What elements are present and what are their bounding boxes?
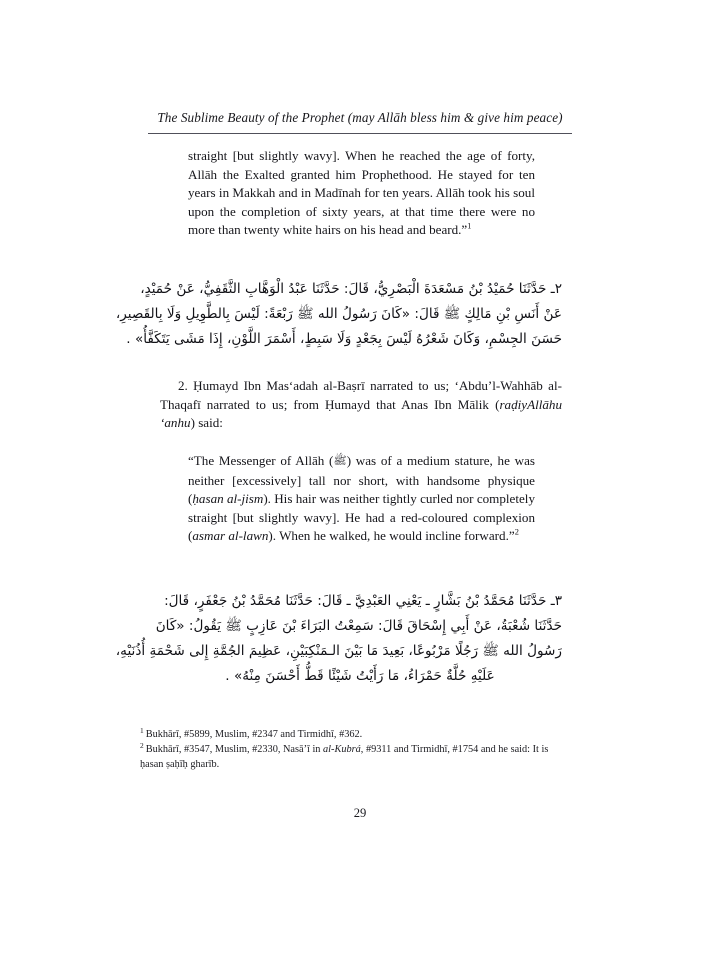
footnote-ref-1[interactable]: 1: [467, 222, 472, 232]
translation-part: ). When he walked, he would incline forward.”: [268, 528, 515, 544]
continued-quotation-text: straight [but slightly wavy]. When he reached the age of forty, Allāh the Exalted granted him Prophethood. He stayed for ten years in Makkah and in Madīnah for ten years. Allāh took his soul upon the completion of sixty years, at that time there were no more than twenty white hairs on his head and beard.”: [188, 148, 535, 238]
footnote-item: [140, 727, 572, 742]
translation-quotation-2: [188, 452, 535, 546]
footnote-marker: 2: [140, 740, 144, 750]
arabic-line: ٣ـ حَدَّثَنَا مُحَمَّدُ بْنُ بَشَّارٍ ـ يَعْنِي العَبْدِيَّ ـ قَالَ: حَدَّثَنَا مُحَمَّدُ بْنُ جَعْفَرٍ، قَالَ:: [164, 593, 562, 609]
transliteration-term: asmar al-lawn: [192, 528, 269, 544]
footnote-marker: 1: [140, 725, 144, 735]
footnote-text: Bukhārī, #5899, Muslim, #2347 and Tirmidhī, #362.: [145, 729, 363, 740]
running-header: The Sublime Beauty of the Prophet (may Allāh bless him & give him peace): [157, 110, 563, 125]
isnad-text: 2. Ḥumayd Ibn Mas‘adah al-Baṣrī narrated to us; ‘Abdu’l-Wahhāb al-Thaqafī narrated to us; from Ḥumayd that Anas Ibn Mālik (: [160, 378, 562, 412]
header-rule: [148, 133, 572, 134]
arabic-line: حَسَنَ الجِسْمِ، وَكَانَ شَعْرُهُ لَيْسَ بِجَعْدٍ وَلَا سَبِطٍ، أَسْمَرَ اللَّوْنِ، إِذَا مَشَى يَتَكَفَّأُ» .: [126, 331, 562, 347]
isnad-tail: ) said:: [190, 415, 223, 431]
isnad-honorific: raḍiyAllāhu ‘anhu: [160, 396, 562, 431]
footnote-ref-2[interactable]: 2: [514, 528, 519, 538]
salawat-icon: ﷺ: [333, 455, 347, 467]
arabic-line: ٢ـ حَدَّثَنَا حُمَيْدُ بْنُ مَسْعَدَةَ الْبَصْرِيُّ، قَالَ: حَدَّثَنَا عَبْدُ الْوَهَّابِ الثَّقَفِيُّ، عَنْ حُمَيْدٍ،: [140, 281, 562, 297]
translation-part: ). His hair was neither tightly curled nor completely straight [but slightly wavy]. He had a red-coloured complexion (: [188, 491, 535, 544]
page-number: 29: [353, 806, 367, 820]
arabic-hadith-2: [115, 277, 562, 352]
translation-part: “The Messenger of Allāh (: [188, 453, 334, 468]
footnote-text: , #9311 and Tirmidhī, #1754 and he said: It is ḥasan ṣaḥīḥ gharīb.: [140, 744, 549, 771]
arabic-line: رَسُولُ الله ﷺ رَجُلًا مَرْبُوعًا، بَعِيدَ مَا بَيْنَ الـمَنْكِبَيْنِ، عَظِيمَ الجُمَّةِ إِلى شَحْمَةِ أُذُنَيْهِ،: [115, 643, 562, 659]
footnote-source-title: al-Kubrá: [323, 744, 361, 756]
arabic-line: عَنْ أَنَسِ بْنِ مَالِكٍ ﷺ قَالَ: «كَانَ رَسُولُ الله ﷺ رَبْعَةً: لَيْسَ بِالطَّوِيلِ وَلَا بِالقَصِيرِ،: [115, 306, 562, 322]
continued-quotation: [188, 147, 535, 240]
footnote-item: [140, 742, 572, 772]
arabic-line: عَلَيْهِ حُلَّةٌ حَمْرَاءُ، مَا رَأَيْتُ شَيْئًا قَطُّ أَحْسَنَ مِنْهُ» .: [225, 668, 495, 684]
translation-part: ) was of a medium stature, he was neither [excessively] tall nor short, with handsome physique (: [188, 453, 535, 507]
arabic-line: حَدَّثَنَا شُعْبَةُ، عَنْ أَبِي إِسْحَاقَ قَالَ: سَمِعْتُ البَرَاءَ بْنَ عَازِبٍ ﷺ يَقُولُ: «كَانَ: [155, 618, 562, 634]
isnad-paragraph-2: [160, 377, 562, 433]
footnote-text: Bukhārī, #3547, Muslim, #2330, Nasā’ī in: [145, 744, 324, 756]
footnotes: [140, 727, 572, 773]
arabic-hadith-3: [115, 589, 562, 689]
transliteration-term: ḥasan al-jism: [192, 491, 264, 507]
